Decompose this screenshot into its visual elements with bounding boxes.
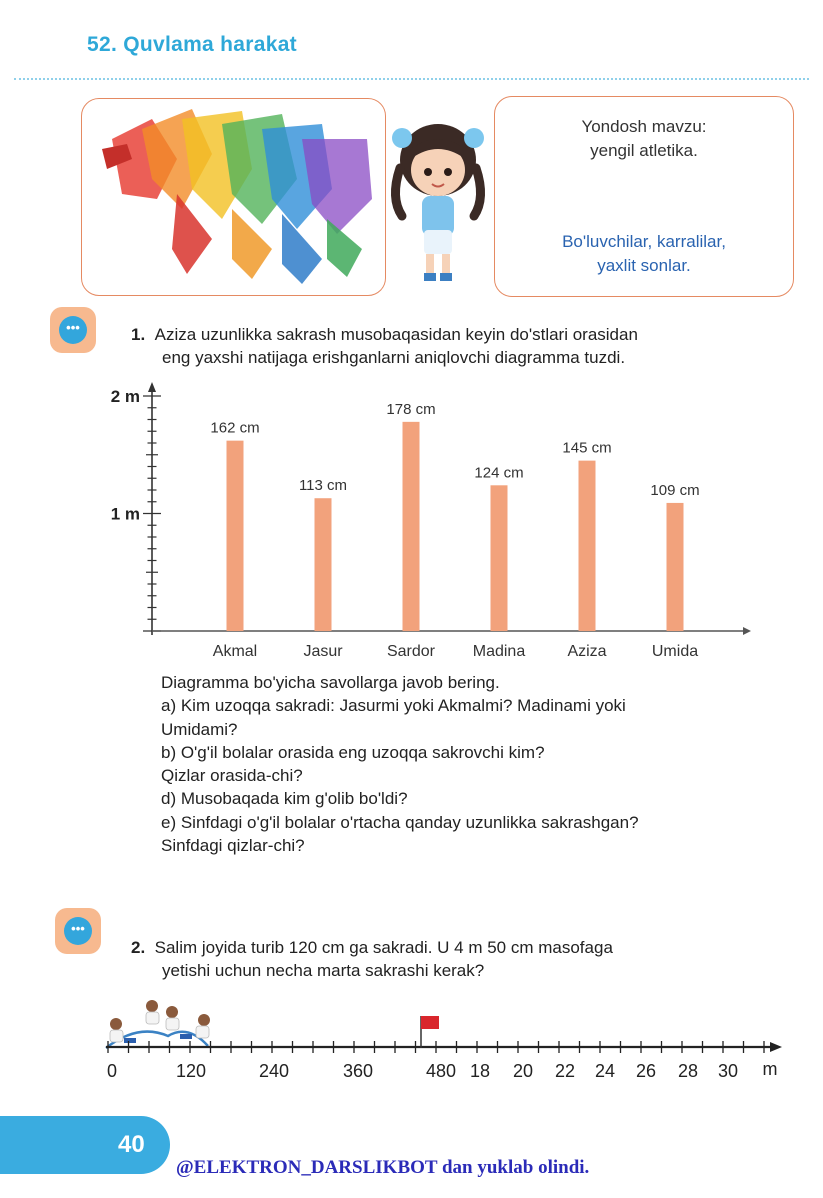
- category-label: Umida: [651, 643, 699, 660]
- category-label: Aziza: [567, 643, 607, 660]
- category-label: Jasur: [303, 643, 343, 660]
- question-line: Qizlar orasida-chi?: [161, 766, 303, 786]
- lesson-title: 52. Quvlama harakat: [87, 33, 297, 56]
- number-line-ticks: [106, 1041, 782, 1053]
- runners-illustration: [81, 98, 386, 296]
- question-line: d) Musobaqada kim g'olib bo'ldi?: [161, 789, 408, 809]
- y-axis-arrow: [148, 382, 156, 392]
- task1-text: 1. Aziza uzunlikka sakrash musobaqasidan keyin do'stlari orasidan eng yaxshi natijaga erishganlarni aniqlovchi diagramma tuzdi.: [131, 325, 638, 367]
- number-line-labels: [107, 1059, 778, 1081]
- girl-illustration-icon: [380, 118, 496, 288]
- bar-value-label: 113 cm: [298, 477, 348, 495]
- bar-value-label: 109 cm: [650, 481, 700, 499]
- category-label: Sardor: [386, 643, 436, 660]
- number-line-unit: m: [762, 1059, 778, 1079]
- question-line: a) Kim uzoqqa sakradi: Jasurmi yoki Akmalmi? Madinami yoki: [161, 696, 626, 716]
- task1-questions: [161, 671, 761, 857]
- bar: [315, 498, 332, 631]
- bar: [227, 441, 244, 631]
- chat-bubble-icon: •••: [50, 307, 96, 353]
- number-line-label: 26: [635, 1061, 657, 1081]
- jumping-kids-icon: [106, 1000, 210, 1048]
- task2-text: 2. Salim joyida turib 120 cm ga sakradi. U 4 m 50 cm masofaga yetishi uchun necha marta sakrashi kerak?: [131, 938, 613, 980]
- runners-icon: [82, 99, 385, 295]
- y-axis: [111, 382, 161, 635]
- question-line: e) Sinfdagi o'g'il bolalar o'rtacha qanday uzunlikka sakrashgan?: [161, 812, 639, 832]
- number-line-label: 18: [469, 1061, 491, 1081]
- y-tick-label: 1 m: [110, 504, 140, 524]
- download-credit: @ELEKTRON_DARSLIKBOT dan yuklab olindi.: [176, 1157, 590, 1178]
- bar-value-label: 178 cm: [386, 400, 436, 418]
- x-axis: [152, 627, 751, 660]
- bars: [210, 401, 699, 631]
- bar: [667, 503, 684, 631]
- related-topic-box: [494, 96, 794, 297]
- x-axis-arrow: [743, 627, 751, 635]
- number-line-label: 20: [512, 1061, 534, 1081]
- bar-value-label: 124 cm: [474, 464, 524, 482]
- bar: [579, 461, 596, 631]
- question-line: Umidami?: [161, 719, 238, 739]
- page-number: 40: [118, 1131, 145, 1158]
- question-line: b) O'g'il bolalar orasida eng uzoqqa sakrovchi kim?: [161, 742, 545, 762]
- jump-results-chart: [95, 372, 755, 664]
- number-line-label: 24: [594, 1061, 616, 1081]
- bar: [491, 485, 508, 631]
- number-line-label: 360: [342, 1061, 374, 1081]
- bar-value-label: 162 cm: [210, 419, 260, 437]
- number-line-arrow: [770, 1042, 782, 1052]
- number-line-label: 240: [258, 1061, 290, 1081]
- number-line-label: 480: [425, 1061, 457, 1081]
- chat-bubble-icon: •••: [55, 908, 101, 954]
- bar-value-label: 145 cm: [562, 439, 612, 457]
- number-line-label: 22: [554, 1061, 576, 1081]
- number-line-label: 28: [677, 1061, 699, 1081]
- bar: [403, 422, 420, 631]
- number-types-text: Bo'luvchilar, karralilar, yaxlit sonlar.: [562, 232, 726, 275]
- y-tick-label: 2 m: [110, 387, 140, 406]
- question-line: Diagramma bo'yicha savollarga javob bering.: [161, 673, 500, 692]
- dotted-divider: [14, 78, 809, 80]
- category-label: Akmal: [212, 643, 258, 660]
- question-line: Sinfdagi qizlar-chi?: [161, 836, 305, 856]
- number-line-label: 120: [175, 1061, 207, 1081]
- number-line-label: 30: [717, 1061, 739, 1081]
- number-line-label: 0: [106, 1061, 118, 1081]
- category-label: Madina: [472, 643, 526, 660]
- related-topic-text: Yondosh mavzu: yengil atletika.: [581, 117, 707, 160]
- number-line: [88, 988, 788, 1088]
